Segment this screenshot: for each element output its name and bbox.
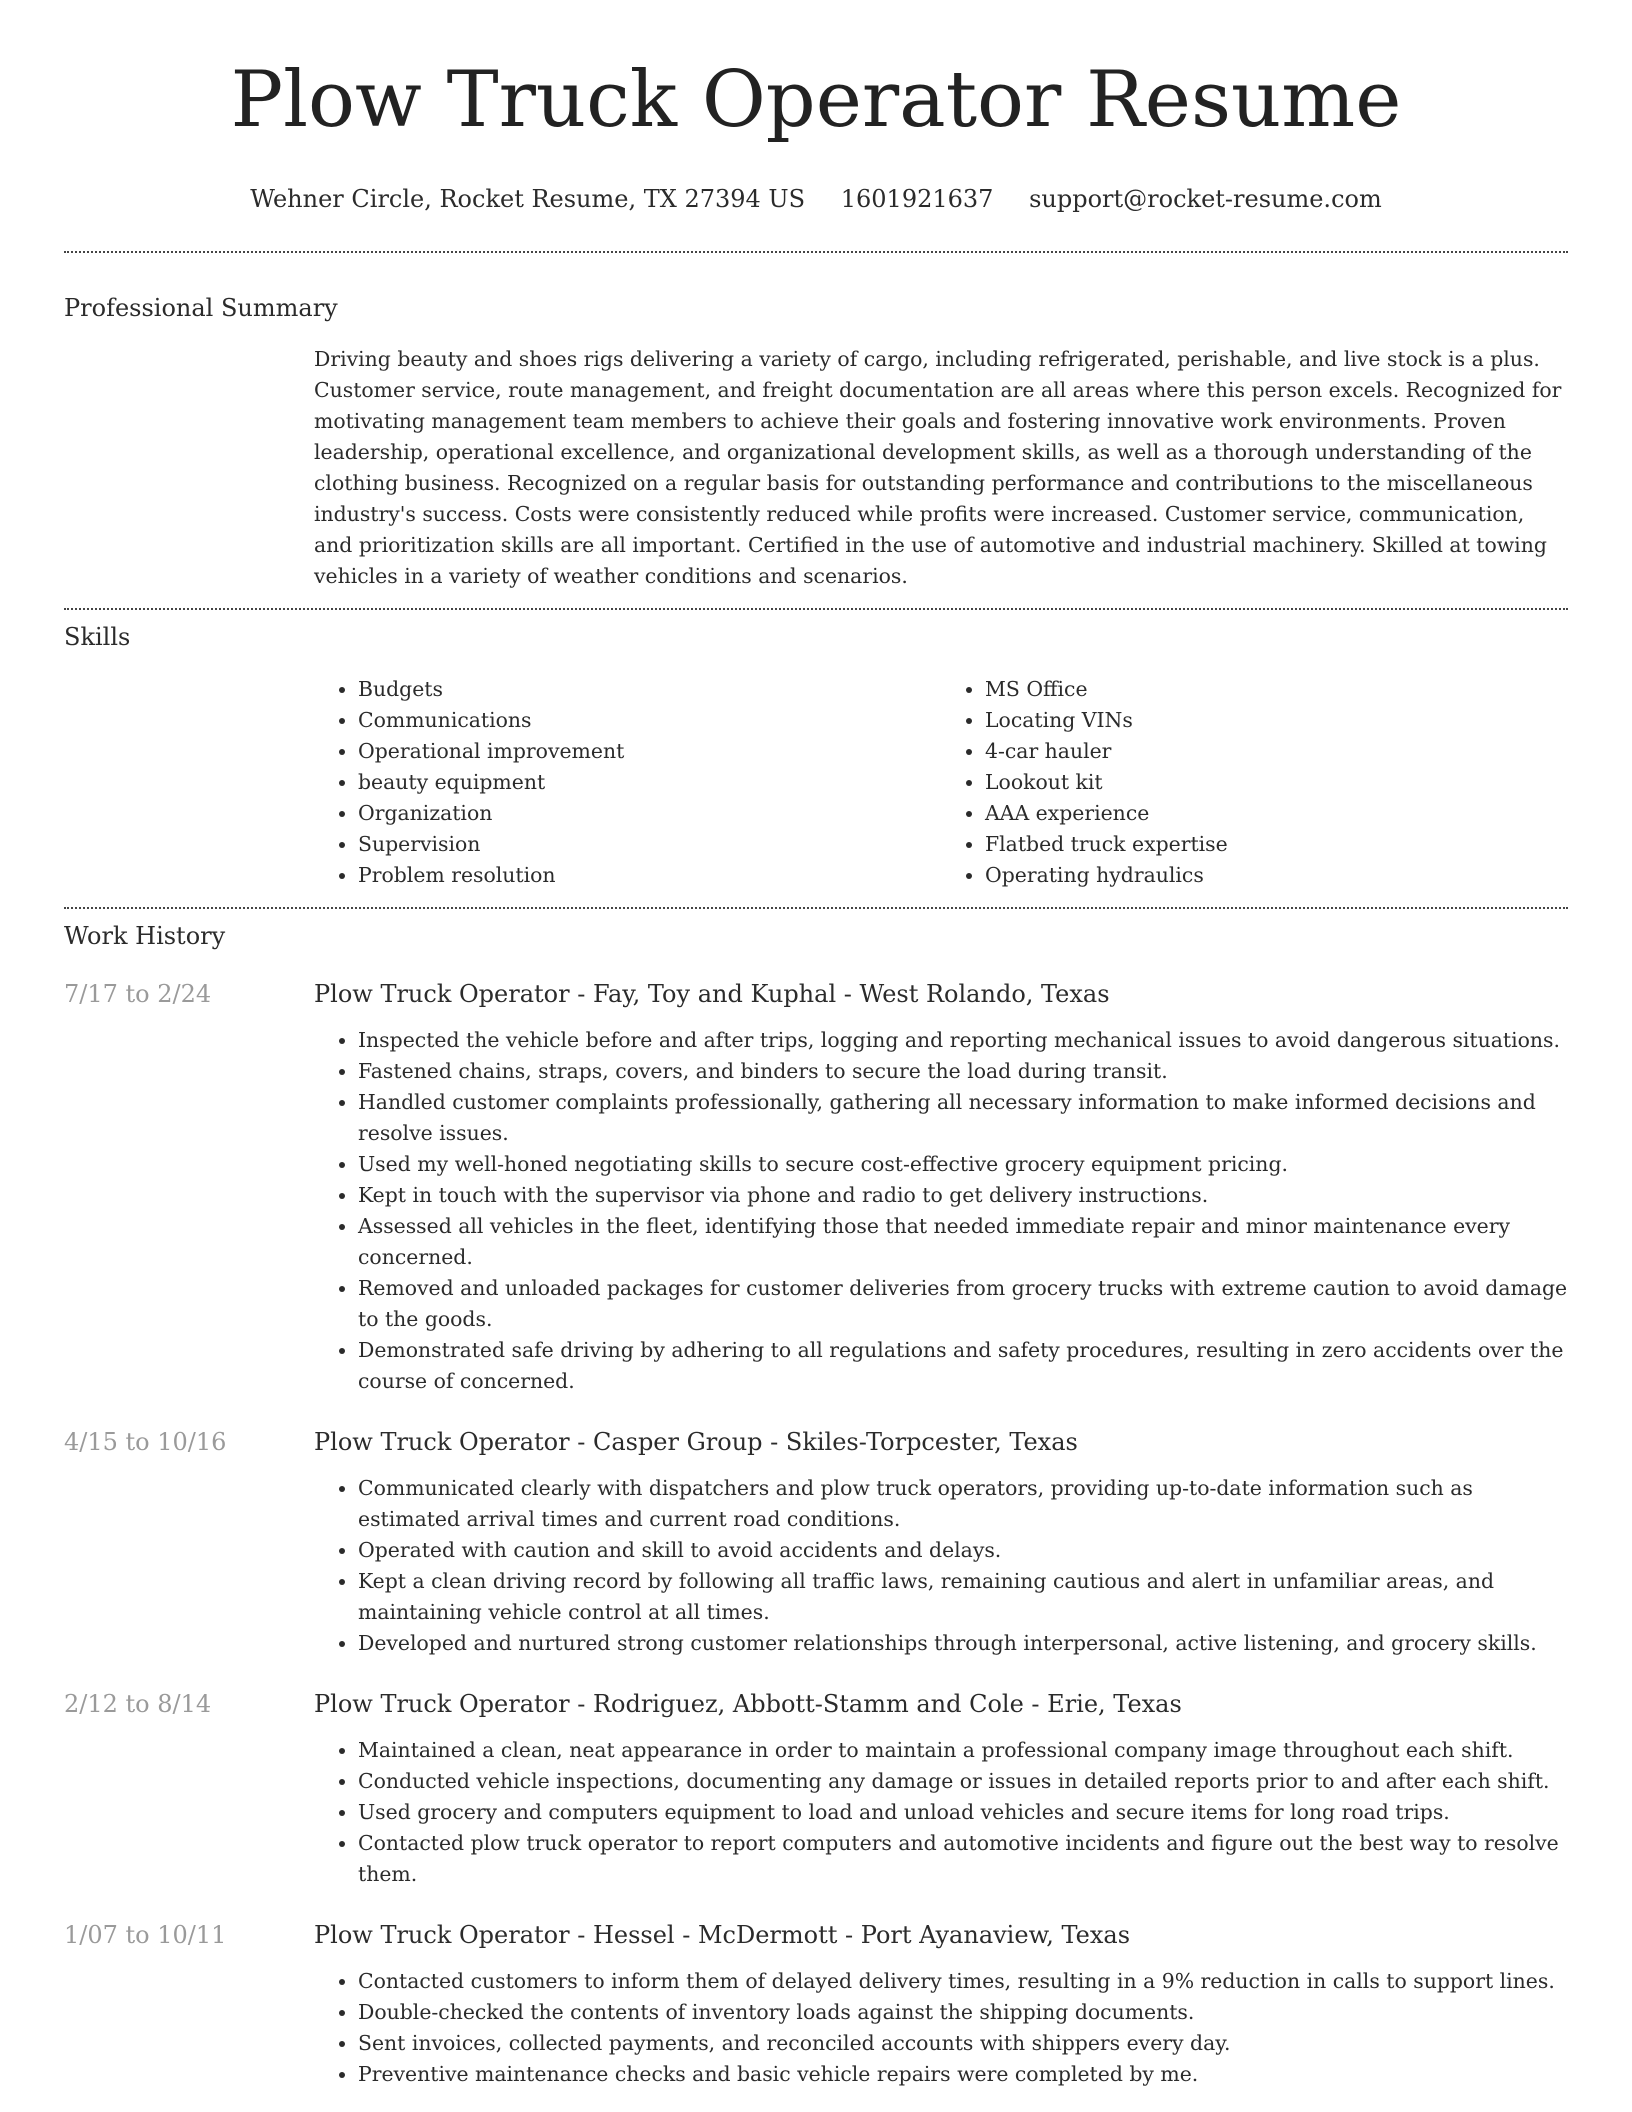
skills-heading: Skills bbox=[64, 623, 131, 651]
skill-item: • Locating VINs bbox=[985, 705, 1568, 736]
job-entry bbox=[64, 1920, 1568, 2090]
job-title: Plow Truck Operator - Casper Group - Skiles-Torpcester, Texas bbox=[314, 1428, 1078, 1456]
job-bullets bbox=[314, 1966, 1568, 2090]
contact-address: Wehner Circle, Rocket Resume, TX 27394 US bbox=[250, 185, 806, 213]
skills-list-left bbox=[314, 674, 941, 891]
job-dates: 7/17 to 2/24 bbox=[64, 980, 212, 1008]
job-dates: 2/12 to 8/14 bbox=[64, 1690, 212, 1718]
job-title: Plow Truck Operator - Hessel - McDermott - Port Ayanaview, Texas bbox=[314, 1921, 1131, 1949]
skill-item: • 4-car hauler bbox=[985, 736, 1568, 767]
job-bullet: • Preventive maintenance checks and basic vehicle repairs were completed by me. bbox=[358, 2059, 1568, 2090]
contact-phone: 1601921637 bbox=[840, 185, 994, 213]
job-bullet: • Communicated clearly with dispatchers and plow truck operators, providing up-to-date information such as estimated arrival times and current road conditions. bbox=[358, 1473, 1568, 1535]
summary-section bbox=[314, 344, 1568, 592]
job-bullet: • Kept a clean driving record by following all traffic laws, remaining cautious and alert in unfamiliar areas, and maintaining vehicle control at all times. bbox=[358, 1566, 1568, 1628]
job-entry bbox=[64, 979, 1568, 1397]
job-bullet: • Demonstrated safe driving by adhering to all regulations and safety procedures, resulting in zero accidents over the course of concerned. bbox=[358, 1335, 1568, 1397]
job-bullet: • Kept in touch with the supervisor via phone and radio to get delivery instructions. bbox=[358, 1180, 1568, 1211]
job-details bbox=[314, 1689, 1568, 1890]
skill-item: • Supervision bbox=[358, 829, 941, 860]
job-bullet: • Double-checked the contents of inventory loads against the shipping documents. bbox=[358, 1997, 1568, 2028]
job-bullet: • Inspected the vehicle before and after trips, logging and reporting mechanical issues to avoid dangerous situations. bbox=[358, 1025, 1568, 1056]
job-bullet: • Assessed all vehicles in the fleet, identifying those that needed immediate repair and minor maintenance every concerned. bbox=[358, 1211, 1568, 1273]
job-bullet: • Conducted vehicle inspections, documenting any damage or issues in detailed reports prior to and after each shift. bbox=[358, 1766, 1568, 1797]
contact-line bbox=[64, 184, 1568, 214]
resume-title: Plow Truck Operator Resume bbox=[230, 55, 1402, 145]
skill-item: • Operating hydraulics bbox=[985, 860, 1568, 891]
skill-item: • Flatbed truck expertise bbox=[985, 829, 1568, 860]
job-details bbox=[314, 979, 1568, 1397]
job-title: Plow Truck Operator - Rodriguez, Abbott-Stamm and Cole - Erie, Texas bbox=[314, 1690, 1182, 1718]
skill-item: • Communications bbox=[358, 705, 941, 736]
skill-item: • Problem resolution bbox=[358, 860, 941, 891]
job-bullet: • Used my well-honed negotiating skills to secure cost-effective grocery equipment pricing. bbox=[358, 1149, 1568, 1180]
skill-item: • Operational improvement bbox=[358, 736, 941, 767]
job-entry bbox=[64, 1689, 1568, 1890]
job-title: Plow Truck Operator - Fay, Toy and Kuphal - West Rolando, Texas bbox=[314, 980, 1110, 1008]
divider bbox=[64, 907, 1568, 909]
job-bullet: • Operated with caution and skill to avoid accidents and delays. bbox=[358, 1535, 1568, 1566]
resume-page bbox=[64, 0, 1568, 2090]
skills-section bbox=[314, 674, 1568, 891]
job-bullet: • Developed and nurtured strong customer relationships through interpersonal, active listening, and grocery skills. bbox=[358, 1628, 1568, 1659]
divider bbox=[64, 608, 1568, 610]
job-bullets bbox=[314, 1473, 1568, 1659]
job-bullets bbox=[314, 1735, 1568, 1890]
job-bullet: • Sent invoices, collected payments, and reconciled accounts with shippers every day. bbox=[358, 2028, 1568, 2059]
summary-text: Driving beauty and shoes rigs delivering a variety of cargo, including refrigerated, perishable, and live stock is a plus. Customer service, route management, and freight documentation are all areas where this person excels. Recognized for motivating management team members to achieve their goals and fostering innovative work environments. Proven leadership, operational excellence, and organizational development skills, as well as a thorough understanding of the clothing business. Recognized on a regular basis for outstanding performance and contributions to the miscellaneous industry's success. Costs were consistently reduced while profits were increased. Customer service, communication, and prioritization skills are all important. Certified in the use of automotive and industrial machinery. Skilled at towing vehicles in a variety of weather conditions and scenarios. bbox=[314, 347, 1562, 588]
skill-item: • beauty equipment bbox=[358, 767, 941, 798]
job-bullet: • Removed and unloaded packages for customer deliveries from grocery trucks with extreme caution to avoid damage to the goods. bbox=[358, 1273, 1568, 1335]
skill-item: • MS Office bbox=[985, 674, 1568, 705]
job-bullet: • Contacted plow truck operator to report computers and automotive incidents and figure out the best way to resolve them. bbox=[358, 1828, 1568, 1890]
job-bullet: • Contacted customers to inform them of delayed delivery times, resulting in a 9% reduction in calls to support lines. bbox=[358, 1966, 1568, 1997]
work-history-heading: Work History bbox=[64, 922, 226, 950]
job-details bbox=[314, 1427, 1568, 1659]
job-dates: 1/07 to 10/11 bbox=[64, 1921, 227, 1949]
job-dates: 4/15 to 10/16 bbox=[64, 1428, 227, 1456]
skill-item: • Organization bbox=[358, 798, 941, 829]
job-entry bbox=[64, 1427, 1568, 1659]
skills-list-right bbox=[941, 674, 1568, 891]
contact-email: support@rocket-resume.com bbox=[1029, 185, 1382, 213]
job-bullet: • Fastened chains, straps, covers, and binders to secure the load during transit. bbox=[358, 1056, 1568, 1087]
divider bbox=[64, 251, 1568, 253]
job-details bbox=[314, 1920, 1568, 2090]
summary-heading: Professional Summary bbox=[64, 294, 338, 322]
job-bullet: • Maintained a clean, neat appearance in order to maintain a professional company image throughout each shift. bbox=[358, 1735, 1568, 1766]
job-bullet: • Handled customer complaints professionally, gathering all necessary information to make informed decisions and resolve issues. bbox=[358, 1087, 1568, 1149]
job-bullets bbox=[314, 1025, 1568, 1397]
skill-item: • Budgets bbox=[358, 674, 941, 705]
skill-item: • Lookout kit bbox=[985, 767, 1568, 798]
skill-item: • AAA experience bbox=[985, 798, 1568, 829]
job-bullet: • Used grocery and computers equipment to load and unload vehicles and secure items for long road trips. bbox=[358, 1797, 1568, 1828]
